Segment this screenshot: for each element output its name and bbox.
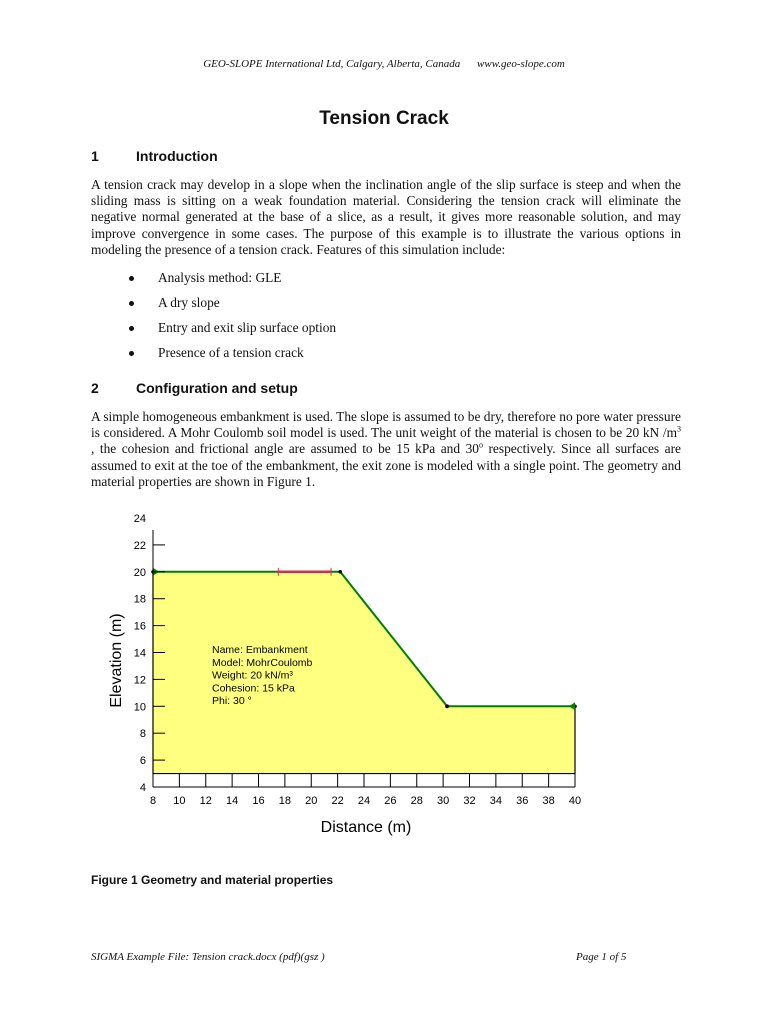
x-tick-label: 38	[542, 795, 555, 807]
y-tick-label: 10	[133, 701, 146, 714]
page-header	[0, 58, 768, 70]
x-tick-label: 36	[516, 795, 529, 807]
paragraph-text: , the cohesion and frictional angle are assumed to be 15 kPa and 30	[91, 441, 479, 457]
paragraph-text: respectively. Since all surfaces are assumed to exit at the toe of the embankment, the exit zone is modeled with a single point. The geometry and material properties are shown in Figure 1.	[91, 441, 681, 489]
list-item: A dry slope	[126, 295, 336, 320]
header-url: www.geo-slope.com	[477, 58, 565, 70]
section-number: 1	[91, 148, 99, 164]
x-tick-label: 18	[278, 795, 291, 807]
x-tick-label: 30	[437, 795, 450, 807]
x-tick-label: 22	[331, 795, 344, 807]
vertex-point	[338, 570, 342, 574]
y-axis-label: Elevation (m)	[108, 613, 125, 708]
x-axis-label: Distance (m)	[320, 819, 412, 836]
x-tick-label: 20	[305, 795, 318, 807]
x-tick-label: 26	[384, 795, 397, 807]
material-label-line: Weight: 20 kN/m³	[212, 669, 293, 682]
x-tick-label: 10	[173, 795, 186, 807]
section-title: Configuration and setup	[136, 380, 298, 396]
configuration-paragraph	[91, 409, 681, 490]
figure-caption: Figure 1 Geometry and material properties	[91, 873, 334, 887]
section-title: Introduction	[136, 148, 218, 164]
introduction-paragraph: A tension crack may develop in a slope when the inclination angle of the slip surface is steep and when the sliding mass is sitting on a weak foundation material. Considering the tension crack will eliminate the negative normal generated at the base of a slice, as a result, it gives more reasonable solution, and may improve convergence in some cases. The purpose of this example is to illustrate the various options in modeling the presence of a tension crack. Features of this simulation include:	[91, 177, 681, 257]
material-label-line: Name: Embankment	[212, 644, 308, 656]
x-tick-label: 12	[199, 795, 212, 807]
y-tick-label: 24	[133, 513, 146, 525]
feature-list	[126, 270, 336, 370]
x-tick-label: 32	[463, 795, 476, 807]
page-title: Tension Crack	[319, 108, 449, 129]
list-item: Entry and exit slip surface option	[126, 320, 336, 345]
x-tick-label: 8	[149, 795, 157, 807]
material-label-line: Phi: 30 °	[212, 695, 252, 708]
material-label-line: Model: MohrCoulomb	[212, 656, 313, 669]
y-tick-label: 14	[133, 647, 146, 660]
x-tick-label: 14	[226, 795, 239, 807]
y-tick-label: 12	[133, 674, 146, 687]
y-tick-label: 4	[139, 782, 146, 794]
superscript-3: 3	[677, 424, 681, 434]
y-tick-label: 18	[133, 593, 146, 606]
list-item: Presence of a tension crack	[126, 345, 336, 370]
material-label-line: Cohesion: 15 kPa	[212, 682, 295, 695]
header-company: GEO-SLOPE International Ltd, Calgary, Alberta, Canada	[203, 58, 461, 70]
vertex-point	[445, 705, 449, 709]
section-heading-configuration	[91, 380, 298, 396]
section-heading-introduction	[91, 148, 218, 164]
x-tick-label: 28	[410, 795, 423, 807]
y-tick-label: 6	[139, 755, 146, 768]
y-tick-label: 16	[133, 620, 146, 633]
y-tick-label: 22	[133, 539, 146, 552]
list-item: Analysis method: GLE	[126, 270, 336, 295]
section-number: 2	[91, 380, 99, 396]
geometry-chart	[0, 500, 768, 850]
x-tick-label: 40	[568, 795, 582, 807]
footer-page-number: Page 1 of 5	[576, 951, 627, 963]
y-tick-label: 20	[133, 566, 146, 579]
x-tick-label: 34	[489, 795, 502, 807]
y-tick-label: 8	[139, 728, 146, 741]
footer-file-info: SIGMA Example File: Tension crack.docx (pdf)(gsz )	[91, 951, 325, 963]
x-tick-label: 24	[357, 795, 371, 807]
paragraph-text: A simple homogeneous embankment is used. The slope is assumed to be dry, therefore no pore water pressure is considered. A Mohr Coulomb soil model is used. The unit weight of the material is chosen to be 20 kN /m	[91, 409, 681, 441]
superscript-degree: o	[478, 440, 483, 450]
x-tick-label: 16	[252, 795, 265, 807]
